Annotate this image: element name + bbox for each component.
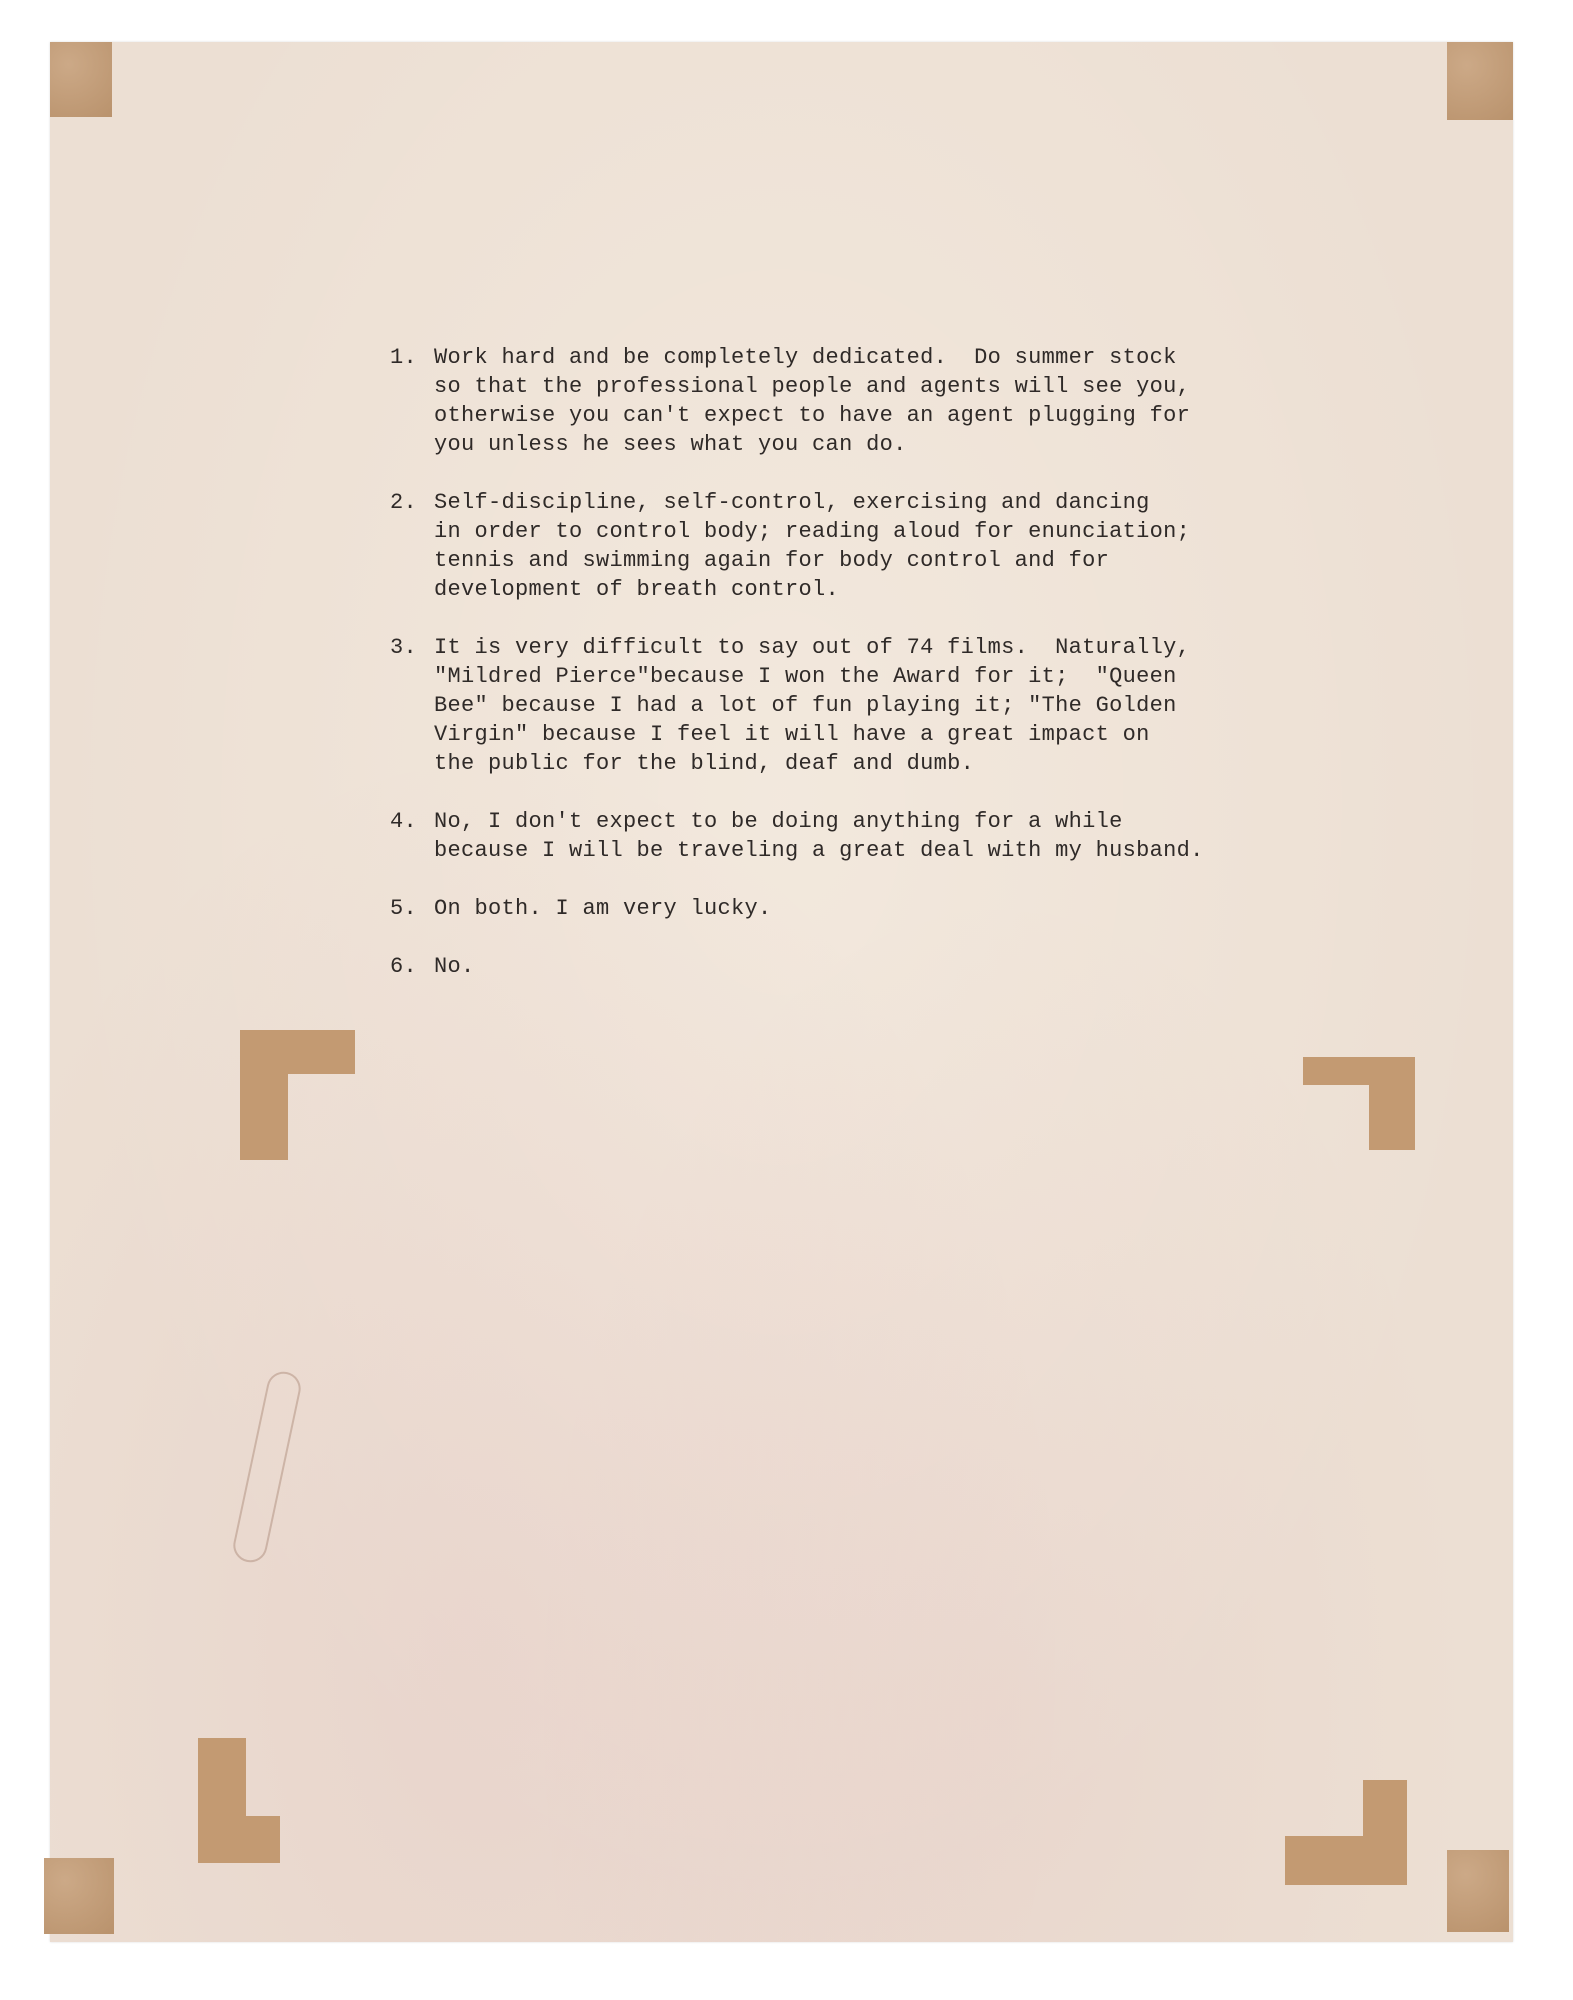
answer-line: because I will be traveling a great deal with my husband.	[434, 838, 1204, 863]
answer-3	[390, 633, 1290, 778]
tape-top-left	[50, 42, 112, 117]
answer-line: the public for the blind, deaf and dumb.	[434, 751, 975, 776]
answer-line: in order to control body; reading aloud for enunciation;	[434, 519, 1191, 544]
answer-text	[434, 633, 1190, 778]
answer-line: so that the professional people and agents will see you,	[434, 374, 1191, 399]
answer-line: No, I don't expect to be doing anything for a while	[434, 809, 1123, 834]
answer-line: you unless he sees what you can do.	[434, 432, 907, 457]
answer-line: Work hard and be completely dedicated. Do summer stock	[434, 345, 1177, 370]
photo-corner-mid-right	[1303, 1057, 1415, 1150]
answer-number: 2.	[390, 490, 418, 515]
answer-number: 6.	[390, 954, 418, 979]
answer-number: 4.	[390, 809, 418, 834]
answer-6	[390, 952, 1290, 981]
answer-text	[434, 488, 1190, 604]
answer-text	[434, 894, 772, 923]
answer-5	[390, 894, 1290, 923]
answer-number: 1.	[390, 345, 418, 370]
photo-corner-bottom-left	[198, 1738, 280, 1863]
answer-number: 5.	[390, 896, 418, 921]
answer-line: otherwise you can't expect to have an agent plugging for	[434, 403, 1191, 428]
photo-corner-bottom-right	[1285, 1780, 1407, 1885]
tape-bottom-left	[44, 1858, 114, 1934]
answer-line: Virgin" because I feel it will have a great impact on	[434, 722, 1150, 747]
answer-line: On both. I am very lucky.	[434, 896, 772, 921]
tape-top-right	[1447, 42, 1513, 120]
answer-line: tennis and swimming again for body control and for	[434, 548, 1110, 573]
answer-line: No.	[434, 954, 475, 979]
answer-1	[390, 343, 1290, 459]
answer-line: It is very difficult to say out of 74 films. Naturally,	[434, 635, 1191, 660]
answer-line: Bee" because I had a lot of fun playing it; "The Golden	[434, 693, 1177, 718]
photo-corner-mid-left	[240, 1030, 355, 1160]
answer-number: 3.	[390, 635, 418, 660]
answer-line: development of breath control.	[434, 577, 840, 602]
answer-line: Self-discipline, self-control, exercising and dancing	[434, 490, 1150, 515]
tape-bottom-right	[1447, 1850, 1509, 1932]
answer-2	[390, 488, 1290, 604]
typed-answers	[390, 343, 1290, 1010]
answer-4	[390, 807, 1290, 865]
answer-line: "Mildred Pierce"because I won the Award for it; "Queen	[434, 664, 1177, 689]
answer-text	[434, 343, 1190, 459]
answer-text	[434, 807, 1204, 865]
answer-text	[434, 952, 475, 981]
